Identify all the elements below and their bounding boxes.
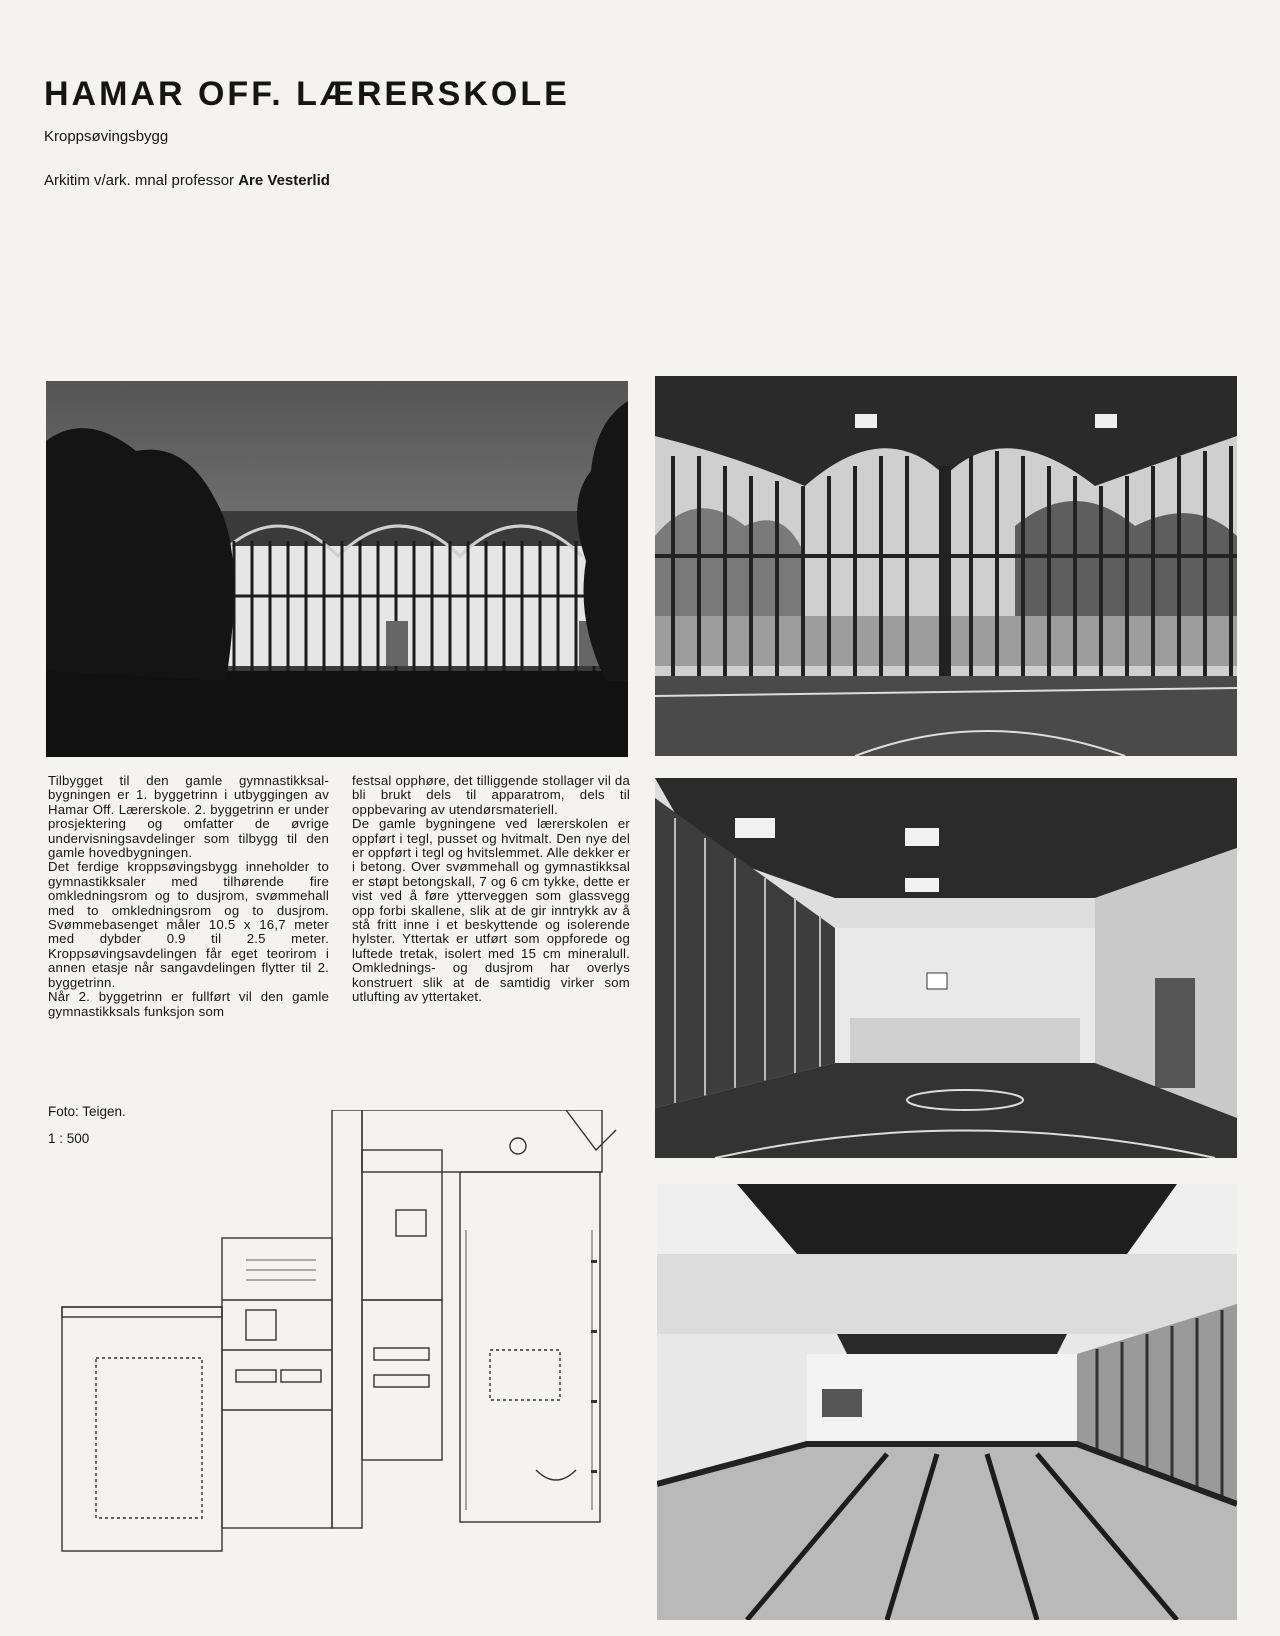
article-paragraph: Tilbygget til den gamle gymnastikksal-bygningen er 1. byggetrinn i utbyggingen av Hamar Off. Lærerskole. 2. byggetrinn er under prosjektering og omfatter de øvrige undervisningsavdelinger som tilbygg til den gamle hovedbygningen. <box>48 773 329 861</box>
floor-plan <box>56 1110 646 1625</box>
photo-credit: Foto: Teigen. <box>48 1104 126 1119</box>
architect-name: Are Vesterlid <box>238 172 330 189</box>
gym-window-photo <box>655 376 1237 756</box>
page-subtitle: Kroppsøvingsbygg <box>44 128 169 145</box>
article-column-2 <box>352 774 630 1005</box>
plan-scale: 1 : 500 <box>48 1131 90 1146</box>
article-column-1 <box>48 774 329 1019</box>
gymnasium-photo <box>655 778 1237 1158</box>
article-paragraph: Når 2. byggetrinn er fullført vil den gamle gymnastikksals funksjon som <box>48 989 329 1019</box>
credit-prefix: Arkitim v/ark. mnal professor <box>44 172 235 189</box>
article-paragraph: De gamle bygningene ved lærerskolen er oppført i tegl, pusset og hvitmalt. Den nye del er oppført i tegl og hvitslemmet. Alle dekker er i betong. Over svømmehall og gymnastikksal er støpt betongskall, 7 og 6 cm tykke, dette er vist ved å føre ytterveggen som glassvegg opp forbi skallene, slik at de gir inntrykk av å stå fritt inne i et beskyttende og isolerende hylster. Yttertak er utført som oppforede og luftede tretak, isolert med 15 cm mineralull. Omklednings- og dusjrom har overlys konstruert slik at de samtidig virker som utlufting av yttertaket. <box>352 816 630 1005</box>
page-title: HAMAR OFF. LÆRERSKOLE <box>44 75 570 113</box>
swimming-hall-photo <box>657 1184 1237 1620</box>
article-paragraph: Det ferdige kroppsøvingsbygg inneholder to gymnastikksaler med tilhørende fire omkledningsrom og to dusjrom, svømmehall med to omkledningsrom og to dusjrom. Svømmebasenget måler 10.5 x 16,7 meter med dybder 0.9 til 2.5 meter. Kroppsøvingsavdelingen får eget teorirom i annen etasje når sangavdelingen flytter til 2. byggetrinn. <box>48 859 329 990</box>
exterior-photo <box>46 381 628 757</box>
article-paragraph: festsal opphøre, det tilliggende stollager vil da bli brukt dels til apparatrom, dels til oppbevaring av utendørsmateriell. <box>352 773 630 817</box>
architect-credit <box>44 172 330 189</box>
